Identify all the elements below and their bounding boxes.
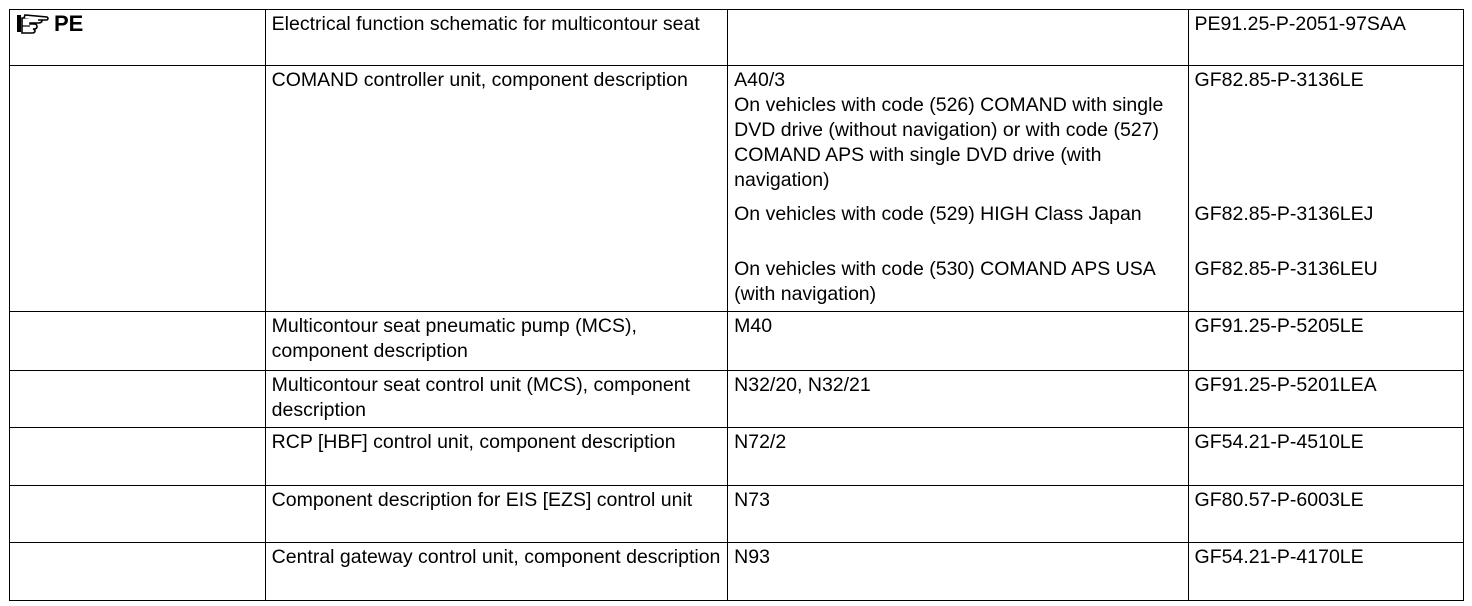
code-cell: N32/20, N32/21 <box>728 371 1188 428</box>
description-cell: Electrical function schematic for multicontour seat <box>265 10 727 66</box>
document-cell[interactable]: GF54.21-P-4510LE <box>1188 428 1463 486</box>
document-cell[interactable]: PE91.25-P-2051-97SAA <box>1188 10 1463 66</box>
section-marker-cell <box>10 10 266 66</box>
table-row <box>10 543 1464 601</box>
document-cell[interactable]: GF91.25-P-5201LEA <box>1188 371 1463 428</box>
table-row <box>10 66 1464 312</box>
section-marker-cell <box>10 486 266 543</box>
section-marker-cell <box>10 371 266 428</box>
document-cell[interactable]: GF54.21-P-4170LE <box>1188 543 1463 601</box>
condition-text: On vehicles with code (530) COMAND APS USA (with navigation) <box>734 258 1155 305</box>
code-cell <box>728 66 1188 312</box>
pe-marker <box>16 12 260 36</box>
code-cell: N72/2 <box>728 428 1188 486</box>
document-cell[interactable]: GF80.57-P-6003LE <box>1188 486 1463 543</box>
section-marker-cell <box>10 312 266 371</box>
reference-table <box>9 9 1464 601</box>
document-number[interactable]: GF82.85-P-3136LEJ <box>1194 203 1374 225</box>
section-marker-cell <box>10 543 266 601</box>
component-code: A40/3 <box>734 69 786 91</box>
table-row <box>10 371 1464 428</box>
code-cell: N93 <box>728 543 1188 601</box>
description-cell: RCP [HBF] control unit, component description <box>265 428 727 486</box>
condition-text: On vehicles with code (526) COMAND with single DVD drive (without navigation) or with code (527) COMAND APS with single DVD drive (with navigation) <box>734 94 1164 191</box>
table-row <box>10 10 1464 66</box>
section-marker-cell <box>10 66 266 312</box>
code-cell: N73 <box>728 486 1188 543</box>
pe-label: PE <box>54 11 84 36</box>
table-row <box>10 312 1464 371</box>
code-cell <box>728 10 1188 66</box>
description-cell: Multicontour seat control unit (MCS), component description <box>265 371 727 428</box>
description-cell: Central gateway control unit, component description <box>265 543 727 601</box>
document-cell[interactable]: GF91.25-P-5205LE <box>1188 312 1463 371</box>
table-row <box>10 428 1464 486</box>
section-marker-cell <box>10 428 266 486</box>
description-cell: Multicontour seat pneumatic pump (MCS), component description <box>265 312 727 371</box>
code-cell: M40 <box>728 312 1188 371</box>
description-cell: COMAND controller unit, component description <box>265 66 727 312</box>
document-cell <box>1188 66 1463 312</box>
description-cell: Component description for EIS [EZS] control unit <box>265 486 727 543</box>
table-row <box>10 486 1464 543</box>
document-number[interactable]: GF82.85-P-3136LEU <box>1194 258 1378 280</box>
condition-text: On vehicles with code (529) HIGH Class Japan <box>734 203 1142 225</box>
pointing-hand-icon <box>16 13 50 35</box>
document-number[interactable]: GF82.85-P-3136LE <box>1194 69 1364 91</box>
